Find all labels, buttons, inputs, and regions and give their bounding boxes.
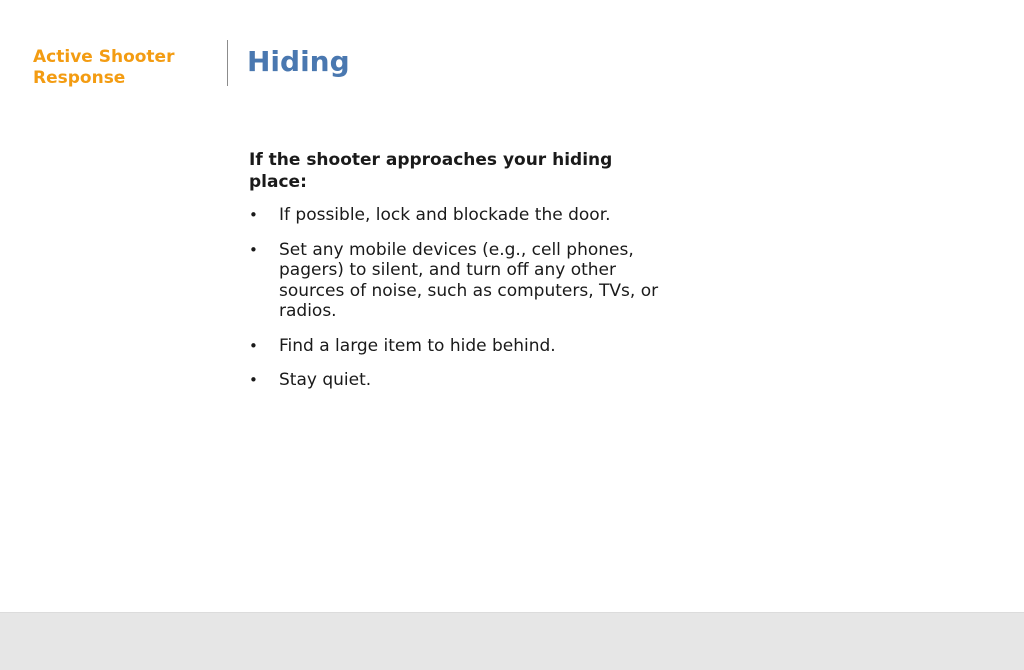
section-label: Active Shooter Response (33, 47, 175, 88)
list-item (249, 240, 669, 322)
list-item-text: Set any mobile devices (e.g., cell phones, pagers) to silent, and turn off any other sources of noise, such as computers, TVs, or radios. (279, 239, 659, 321)
header-divider (227, 40, 228, 86)
list-item-text: Stay quiet. (279, 370, 372, 390)
list-item-text: If possible, lock and blockade the door. (279, 205, 611, 225)
footer-bar (0, 612, 1024, 670)
bullet-icon: • (249, 206, 258, 224)
list-item (249, 205, 669, 226)
bullet-icon: • (249, 371, 258, 389)
slide-title: Hiding (247, 45, 350, 78)
content-intro: If the shooter approaches your hiding place: (249, 150, 613, 192)
list-item (249, 370, 669, 391)
bullet-icon: • (249, 240, 258, 259)
list-item-text: Find a large item to hide behind. (279, 335, 556, 356)
bullet-icon: • (249, 336, 258, 355)
slide-content (249, 149, 669, 405)
bullet-list (249, 205, 669, 391)
list-item (249, 336, 669, 357)
